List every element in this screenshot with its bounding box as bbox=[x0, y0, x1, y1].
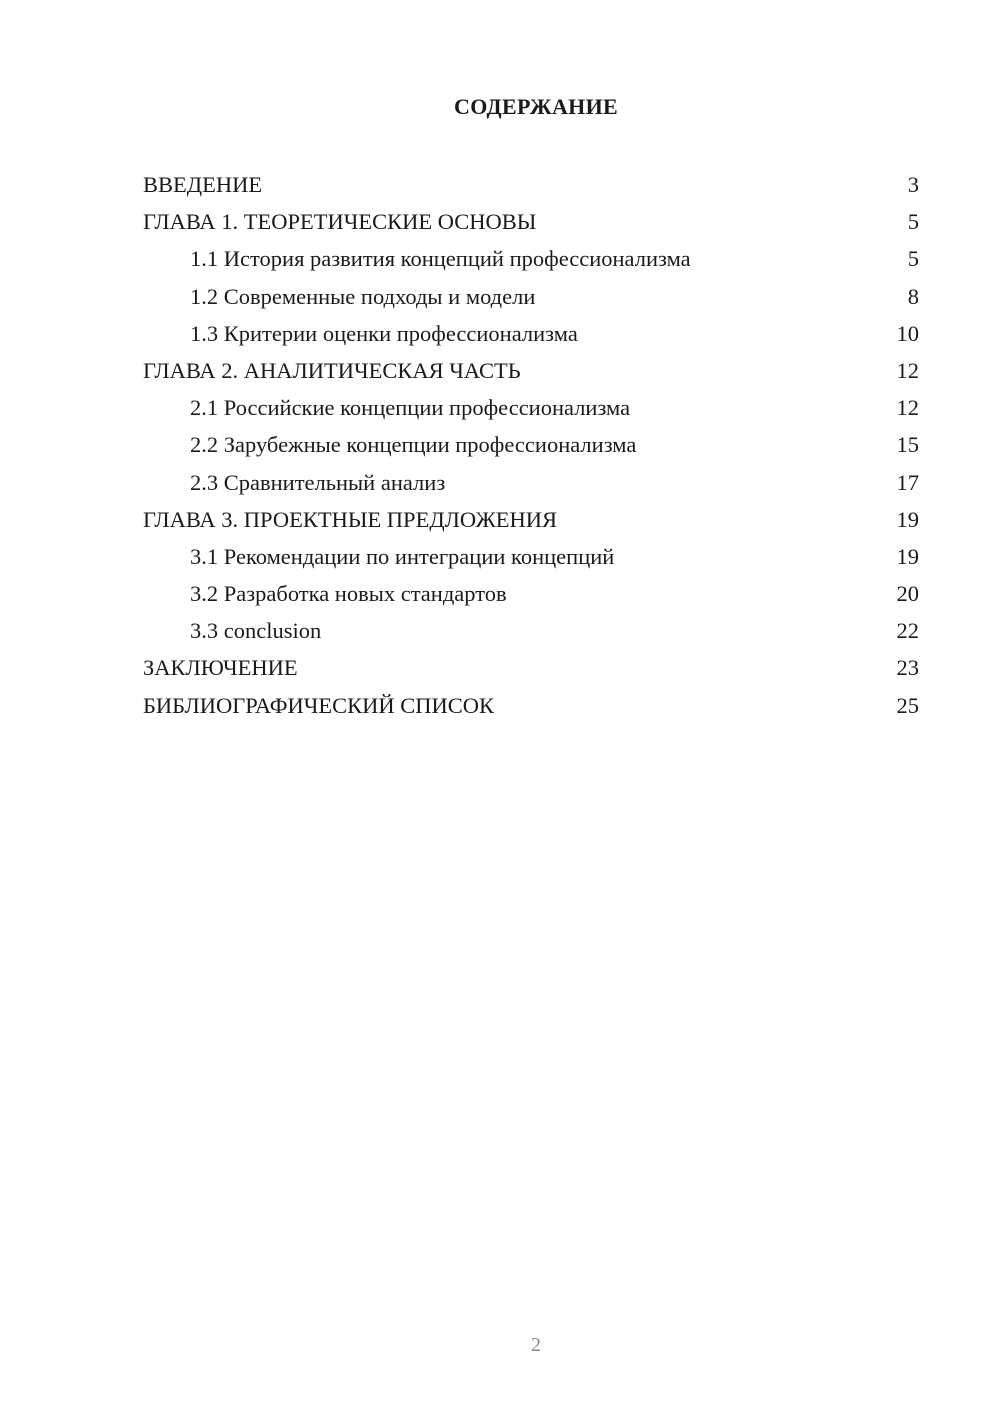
toc-entry-page: 8 bbox=[907, 283, 919, 309]
toc-entry-title: 3.3 conclusion bbox=[190, 618, 322, 644]
toc-entry-title: БИБЛИОГРАФИЧЕСКИЙ СПИСОК bbox=[143, 692, 495, 718]
toc-entry-title: ГЛАВА 3. ПРОЕКТНЫЕ ПРЕДЛОЖЕНИЯ bbox=[143, 506, 558, 532]
toc-list bbox=[143, 166, 919, 724]
toc-chapter-entry[interactable] bbox=[143, 687, 919, 724]
toc-entry-title: ГЛАВА 2. АНАЛИТИЧЕСКАЯ ЧАСТЬ bbox=[143, 357, 521, 383]
toc-entry-title: 3.2 Разработка новых стандартов bbox=[190, 581, 507, 607]
toc-section-entry[interactable] bbox=[143, 575, 919, 612]
toc-entry-page: 10 bbox=[896, 320, 919, 346]
toc-entry-page: 23 bbox=[896, 655, 919, 681]
toc-entry-page: 15 bbox=[896, 432, 919, 458]
toc-entry-title: 2.1 Российские концепции профессионализма bbox=[190, 395, 631, 421]
toc-entry-page: 12 bbox=[896, 357, 919, 383]
toc-section-entry[interactable] bbox=[143, 538, 919, 575]
toc-entry-page: 3 bbox=[907, 172, 919, 197]
toc-entry-title: 2.2 Зарубежные концепции профессионализма bbox=[190, 432, 637, 458]
page-number: 2 bbox=[531, 1334, 541, 1356]
toc-heading: СОДЕРЖАНИЕ bbox=[454, 94, 618, 119]
toc-section-entry[interactable] bbox=[143, 240, 919, 277]
toc-entry-page: 25 bbox=[896, 692, 919, 718]
toc-entry-page: 19 bbox=[896, 506, 919, 532]
toc-section-entry[interactable] bbox=[143, 315, 919, 352]
toc-entry-title: ВВЕДЕНИЕ bbox=[143, 172, 263, 197]
toc-entry-title: 3.1 Рекомендации по интеграции концепций bbox=[190, 543, 615, 569]
toc-section-entry[interactable] bbox=[143, 612, 919, 649]
toc-entry-title: 1.1 История развития концепций профессионализма bbox=[190, 246, 691, 272]
toc-entry-page: 17 bbox=[896, 469, 919, 495]
toc-chapter-entry[interactable] bbox=[143, 501, 919, 538]
toc-section-entry[interactable] bbox=[143, 389, 919, 426]
toc-entry-page: 22 bbox=[896, 618, 919, 644]
toc-entry-title: 1.3 Критерии оценки профессионализма bbox=[190, 320, 578, 346]
toc-entry-page: 5 bbox=[907, 246, 919, 272]
toc-entry-page: 5 bbox=[907, 209, 919, 235]
toc-section-entry[interactable] bbox=[143, 464, 919, 501]
toc-entry-title: ЗАКЛЮЧЕНИЕ bbox=[143, 655, 298, 681]
toc-chapter-entry[interactable] bbox=[143, 166, 919, 203]
toc-entry-page: 12 bbox=[896, 395, 919, 421]
toc-entry-title: 1.2 Современные подходы и модели bbox=[190, 283, 536, 309]
toc-section-entry[interactable] bbox=[143, 278, 919, 315]
toc-chapter-entry[interactable] bbox=[143, 649, 919, 686]
toc-entry-page: 20 bbox=[896, 581, 919, 607]
toc-entry-title: ГЛАВА 1. ТЕОРЕТИЧЕСКИЕ ОСНОВЫ bbox=[143, 209, 537, 235]
toc-section-entry[interactable] bbox=[143, 426, 919, 463]
toc-entry-title: 2.3 Сравнительный анализ bbox=[190, 469, 446, 495]
toc-chapter-entry[interactable] bbox=[143, 352, 919, 389]
toc-chapter-entry[interactable] bbox=[143, 203, 919, 240]
toc-entry-page: 19 bbox=[896, 543, 919, 569]
